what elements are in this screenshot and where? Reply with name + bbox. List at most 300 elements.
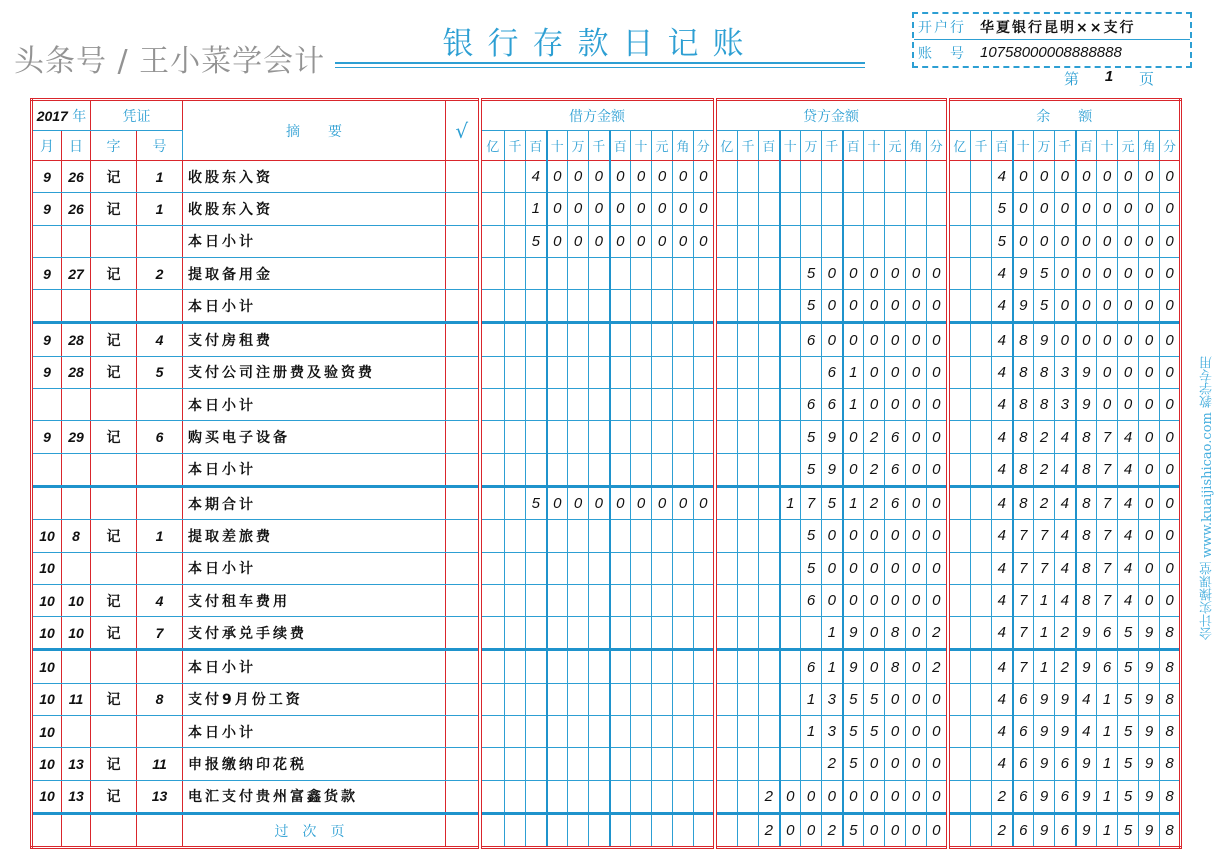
credit-digit-cell: 0 [885,813,906,847]
day-cell: 28 [62,323,91,356]
credit-digit-cell: 0 [885,780,906,813]
debit-digit-cell [589,748,610,780]
debit-digit-cell [547,716,568,748]
credit-digit-cell [759,453,780,486]
debit-digit-cell [547,748,568,780]
debit-digit-cell [589,453,610,486]
debit-digit-cell [547,813,568,847]
credit-digit-cell [822,161,843,193]
debit-digit-cell: 0 [547,193,568,225]
month-cell: 10 [32,617,62,650]
balance-digit-cell: 0 [1118,193,1139,225]
balance-digit-cell: 0 [1139,161,1160,193]
balance-unit-header: 万 [1034,131,1055,161]
debit-digit-cell [610,290,631,323]
credit-digit-cell [759,520,780,552]
balance-digit-cell: 2 [1055,617,1076,650]
credit-digit-cell [780,552,801,584]
debit-digit-cell [505,748,526,780]
balance-digit-cell: 1 [1097,716,1118,748]
voucher-zi-cell: 记 [91,617,137,650]
debit-digit-cell: 0 [589,225,610,257]
debit-digit-cell: 0 [673,161,694,193]
credit-unit-header: 千 [738,131,759,161]
credit-digit-cell: 9 [843,617,864,650]
voucher-hao-cell: 4 [137,584,183,616]
credit-digit-cell: 0 [864,780,885,813]
debit-digit-cell [526,650,547,683]
debit-digit-cell [652,584,673,616]
debit-digit-cell [631,552,652,584]
debit-digit-cell [505,389,526,421]
credit-digit-cell [715,290,738,323]
month-cell: 10 [32,780,62,813]
ledger-row [32,780,1181,813]
debit-digit-cell [673,520,694,552]
debit-digit-cell [673,421,694,453]
debit-digit-cell: 0 [631,161,652,193]
balance-unit-header: 元 [1118,131,1139,161]
credit-digit-cell: 0 [906,290,927,323]
balance-digit-cell [971,650,992,683]
credit-digit-cell: 0 [822,257,843,289]
credit-digit-cell [738,683,759,715]
balance-digit-cell: 1 [1097,813,1118,847]
balance-unit-header: 百 [992,131,1013,161]
credit-digit-cell [759,716,780,748]
debit-digit-cell [610,584,631,616]
credit-digit-cell: 5 [822,486,843,519]
credit-digit-cell [738,584,759,616]
debit-digit-cell: 0 [589,193,610,225]
debit-digit-cell [694,748,715,780]
debit-unit-header: 千 [589,131,610,161]
credit-digit-cell [780,716,801,748]
ledger-row [32,356,1181,388]
debit-digit-cell: 0 [568,225,589,257]
credit-digit-cell: 0 [927,748,948,780]
balance-digit-cell: 0 [1139,290,1160,323]
day-cell: 26 [62,193,91,225]
page-value: 1 [1104,68,1114,85]
credit-digit-cell: 0 [906,780,927,813]
credit-digit-cell: 0 [843,257,864,289]
balance-digit-cell: 8 [1160,650,1181,683]
summary-cell: 过次页 [183,813,446,847]
balance-digit-cell [971,453,992,486]
credit-digit-cell: 0 [906,421,927,453]
balance-digit-cell [971,323,992,356]
balance-digit-cell: 0 [1055,290,1076,323]
balance-digit-cell: 5 [992,193,1013,225]
credit-digit-cell: 5 [843,683,864,715]
summary-cell: 支付公司注册费及验资费 [183,356,446,388]
debit-digit-cell: 1 [526,193,547,225]
debit-digit-cell: 0 [652,225,673,257]
ledger-table [30,98,1182,849]
balance-digit-cell [971,748,992,780]
ledger-row [32,552,1181,584]
debit-digit-cell [610,356,631,388]
credit-digit-cell: 0 [885,290,906,323]
debit-digit-cell [673,683,694,715]
debit-digit-cell [480,552,505,584]
debit-digit-cell [568,453,589,486]
debit-digit-cell [589,716,610,748]
month-cell [32,225,62,257]
debit-digit-cell [547,421,568,453]
balance-digit-cell [948,290,971,323]
balance-digit-cell [971,683,992,715]
voucher-header: 凭证 [91,100,183,131]
check-cell [446,716,480,748]
balance-digit-cell: 1 [1097,780,1118,813]
balance-digit-cell: 4 [992,748,1013,780]
credit-digit-cell: 0 [843,421,864,453]
credit-digit-cell: 0 [864,257,885,289]
credit-digit-cell: 1 [801,683,822,715]
credit-digit-cell: 0 [822,290,843,323]
balance-digit-cell [948,421,971,453]
balance-digit-cell: 9 [1013,290,1034,323]
voucher-zi-cell: 记 [91,356,137,388]
credit-digit-cell: 0 [801,780,822,813]
credit-digit-cell: 0 [864,520,885,552]
credit-digit-cell: 0 [927,453,948,486]
balance-digit-cell: 7 [1097,421,1118,453]
credit-digit-cell: 0 [906,813,927,847]
debit-digit-cell [480,323,505,356]
debit-digit-cell: 0 [547,486,568,519]
credit-digit-cell [738,813,759,847]
credit-digit-cell [738,716,759,748]
debit-digit-cell [480,290,505,323]
credit-digit-cell: 0 [801,813,822,847]
credit-digit-cell [780,453,801,486]
voucher-hao-cell [137,650,183,683]
debit-digit-cell [589,552,610,584]
debit-digit-cell [673,813,694,847]
balance-digit-cell: 2 [1055,650,1076,683]
day-cell [62,716,91,748]
credit-digit-cell [759,552,780,584]
balance-digit-cell: 0 [1160,323,1181,356]
debit-unit-header: 元 [652,131,673,161]
debit-digit-cell [589,257,610,289]
balance-digit-cell: 0 [1160,552,1181,584]
voucher-hao-cell: 11 [137,748,183,780]
credit-digit-cell: 2 [822,813,843,847]
balance-digit-cell [948,683,971,715]
credit-digit-cell: 6 [801,650,822,683]
debit-digit-cell [547,323,568,356]
balance-digit-cell: 6 [1013,683,1034,715]
credit-unit-header: 元 [885,131,906,161]
debit-digit-cell [480,389,505,421]
debit-digit-cell [652,389,673,421]
bank-row [914,14,1190,39]
debit-digit-cell [694,257,715,289]
account-row [914,39,1190,65]
balance-digit-cell: 9 [1139,617,1160,650]
credit-digit-cell [715,161,738,193]
debit-digit-cell [526,520,547,552]
balance-digit-cell: 4 [1055,520,1076,552]
balance-digit-cell: 8 [1160,780,1181,813]
voucher-hao-cell [137,813,183,847]
balance-unit-header: 角 [1139,131,1160,161]
credit-digit-cell: 5 [801,421,822,453]
debit-digit-cell [480,161,505,193]
debit-digit-cell: 0 [673,486,694,519]
balance-digit-cell: 4 [1055,453,1076,486]
year-value: 2017 [36,107,68,124]
day-cell [62,552,91,584]
balance-digit-cell: 6 [1097,650,1118,683]
debit-digit-cell [480,748,505,780]
balance-digit-cell [948,520,971,552]
balance-digit-cell: 0 [1055,193,1076,225]
credit-unit-header: 十 [864,131,885,161]
balance-digit-cell: 9 [1034,780,1055,813]
credit-digit-cell [864,161,885,193]
debit-digit-cell [631,683,652,715]
balance-digit-cell: 0 [1055,323,1076,356]
credit-digit-cell: 0 [927,683,948,715]
balance-digit-cell: 2 [992,780,1013,813]
credit-digit-cell [715,356,738,388]
debit-digit-cell [505,683,526,715]
summary-cell: 申报缴纳印花税 [183,748,446,780]
debit-digit-cell [652,290,673,323]
credit-digit-cell: 0 [906,453,927,486]
balance-digit-cell: 6 [1055,748,1076,780]
month-cell: 9 [32,257,62,289]
credit-digit-cell: 1 [780,486,801,519]
balance-digit-cell: 0 [1097,225,1118,257]
credit-digit-cell: 0 [822,780,843,813]
credit-digit-cell: 6 [801,389,822,421]
credit-digit-cell: 0 [822,552,843,584]
debit-digit-cell: 5 [526,225,547,257]
debit-unit-header: 亿 [480,131,505,161]
balance-unit-header: 千 [1055,131,1076,161]
balance-digit-cell: 0 [1139,552,1160,584]
credit-digit-cell: 2 [864,421,885,453]
debit-digit-cell [694,617,715,650]
balance-digit-cell: 4 [1118,421,1139,453]
balance-digit-cell: 7 [1013,520,1034,552]
debit-digit-cell [631,780,652,813]
check-cell [446,323,480,356]
credit-digit-cell: 0 [927,290,948,323]
credit-digit-cell: 5 [801,552,822,584]
debit-digit-cell [505,290,526,323]
account-info-box [912,12,1192,68]
debit-digit-cell [631,323,652,356]
credit-digit-cell: 0 [906,584,927,616]
summary-cell: 购买电子设备 [183,421,446,453]
debit-digit-cell: 0 [610,225,631,257]
balance-digit-cell: 4 [1076,683,1097,715]
credit-digit-cell [759,617,780,650]
credit-digit-cell [906,225,927,257]
balance-digit-cell: 2 [1034,453,1055,486]
balance-digit-cell: 0 [1139,356,1160,388]
balance-digit-cell: 0 [1139,225,1160,257]
day-cell: 27 [62,257,91,289]
credit-digit-cell: 7 [801,486,822,519]
debit-digit-cell [694,421,715,453]
debit-digit-cell: 0 [652,161,673,193]
credit-unit-header: 万 [801,131,822,161]
voucher-hao-cell: 13 [137,780,183,813]
month-cell: 10 [32,520,62,552]
credit-digit-cell: 0 [843,780,864,813]
debit-digit-cell: 0 [652,193,673,225]
summary-cell: 本日小计 [183,225,446,257]
balance-digit-cell: 0 [1118,356,1139,388]
credit-digit-cell: 6 [822,389,843,421]
balance-digit-cell: 5 [1118,650,1139,683]
balance-digit-cell: 7 [1013,617,1034,650]
page-number [1064,68,1154,89]
balance-digit-cell: 9 [1139,650,1160,683]
credit-digit-cell: 0 [927,584,948,616]
balance-digit-cell: 5 [1118,813,1139,847]
credit-digit-cell [715,552,738,584]
credit-digit-cell: 0 [843,584,864,616]
balance-digit-cell: 0 [1139,323,1160,356]
credit-digit-cell: 0 [906,716,927,748]
debit-digit-cell: 0 [568,486,589,519]
debit-digit-cell [673,389,694,421]
credit-digit-cell: 1 [822,617,843,650]
summary-cell: 支付9月份工资 [183,683,446,715]
summary-cell: 本日小计 [183,389,446,421]
debit-digit-cell [568,617,589,650]
balance-digit-cell: 0 [1055,257,1076,289]
debit-digit-cell [526,683,547,715]
debit-digit-cell [694,552,715,584]
balance-digit-cell: 9 [1034,716,1055,748]
balance-digit-cell: 5 [1034,290,1055,323]
debit-digit-cell [526,389,547,421]
voucher-zi-cell: 记 [91,257,137,289]
balance-digit-cell: 4 [992,389,1013,421]
debit-digit-cell [589,650,610,683]
debit-digit-cell [589,389,610,421]
hao-header: 号 [137,131,183,161]
credit-digit-cell: 0 [927,486,948,519]
balance-digit-cell: 0 [1097,356,1118,388]
debit-unit-header: 万 [568,131,589,161]
debit-digit-cell [505,453,526,486]
zi-header: 字 [91,131,137,161]
balance-digit-cell: 0 [1034,225,1055,257]
debit-digit-cell [652,323,673,356]
balance-digit-cell: 6 [1055,780,1076,813]
balance-digit-cell: 7 [1097,453,1118,486]
balance-digit-cell [971,193,992,225]
debit-digit-cell [673,617,694,650]
voucher-zi-cell [91,552,137,584]
check-cell [446,748,480,780]
ledger-row [32,716,1181,748]
balance-digit-cell: 4 [1118,520,1139,552]
balance-digit-cell: 0 [1034,193,1055,225]
balance-digit-cell: 0 [1160,161,1181,193]
credit-digit-cell [801,356,822,388]
credit-digit-cell: 3 [822,716,843,748]
balance-digit-cell: 5 [1118,716,1139,748]
credit-digit-cell: 0 [864,617,885,650]
ledger-row [32,161,1181,193]
balance-digit-cell: 0 [1118,323,1139,356]
check-cell [446,813,480,847]
summary-cell: 支付承兑手续费 [183,617,446,650]
debit-digit-cell [568,323,589,356]
debit-unit-header: 百 [610,131,631,161]
credit-digit-cell [759,323,780,356]
ledger-row [32,617,1181,650]
balance-unit-header: 十 [1013,131,1034,161]
voucher-zi-cell: 记 [91,683,137,715]
ledger-row [32,748,1181,780]
check-cell [446,520,480,552]
debit-digit-cell [589,356,610,388]
debit-digit-cell [505,813,526,847]
debit-digit-cell: 0 [547,161,568,193]
debit-digit-cell [694,520,715,552]
balance-unit-header: 亿 [948,131,971,161]
credit-digit-cell: 3 [822,683,843,715]
day-cell: 10 [62,617,91,650]
title-underline [335,62,865,68]
balance-header: 余 额 [948,100,1181,131]
credit-digit-cell: 0 [906,257,927,289]
ledger-row [32,323,1181,356]
credit-digit-cell [738,780,759,813]
credit-digit-cell [780,584,801,616]
balance-digit-cell: 9 [1034,683,1055,715]
voucher-zi-cell: 记 [91,584,137,616]
balance-digit-cell: 9 [1055,716,1076,748]
debit-digit-cell [526,617,547,650]
month-cell [32,290,62,323]
credit-digit-cell: 0 [927,780,948,813]
credit-unit-header: 分 [927,131,948,161]
balance-digit-cell: 9 [1076,389,1097,421]
debit-digit-cell [505,650,526,683]
voucher-zi-cell: 记 [91,421,137,453]
side-watermark: 会计实操课堂 www.kuaijishicao.com 教学专用 [1200,356,1215,640]
credit-digit-cell: 0 [843,323,864,356]
debit-digit-cell: 0 [694,193,715,225]
balance-digit-cell: 0 [1076,257,1097,289]
voucher-hao-cell: 6 [137,421,183,453]
credit-digit-cell: 6 [885,453,906,486]
ledger-row [32,257,1181,289]
credit-unit-header: 亿 [715,131,738,161]
credit-digit-cell [738,257,759,289]
balance-digit-cell: 0 [1139,520,1160,552]
credit-digit-cell: 2 [927,617,948,650]
balance-digit-cell: 8 [1160,683,1181,715]
balance-digit-cell [971,486,992,519]
debit-digit-cell [652,552,673,584]
check-cell [446,552,480,584]
